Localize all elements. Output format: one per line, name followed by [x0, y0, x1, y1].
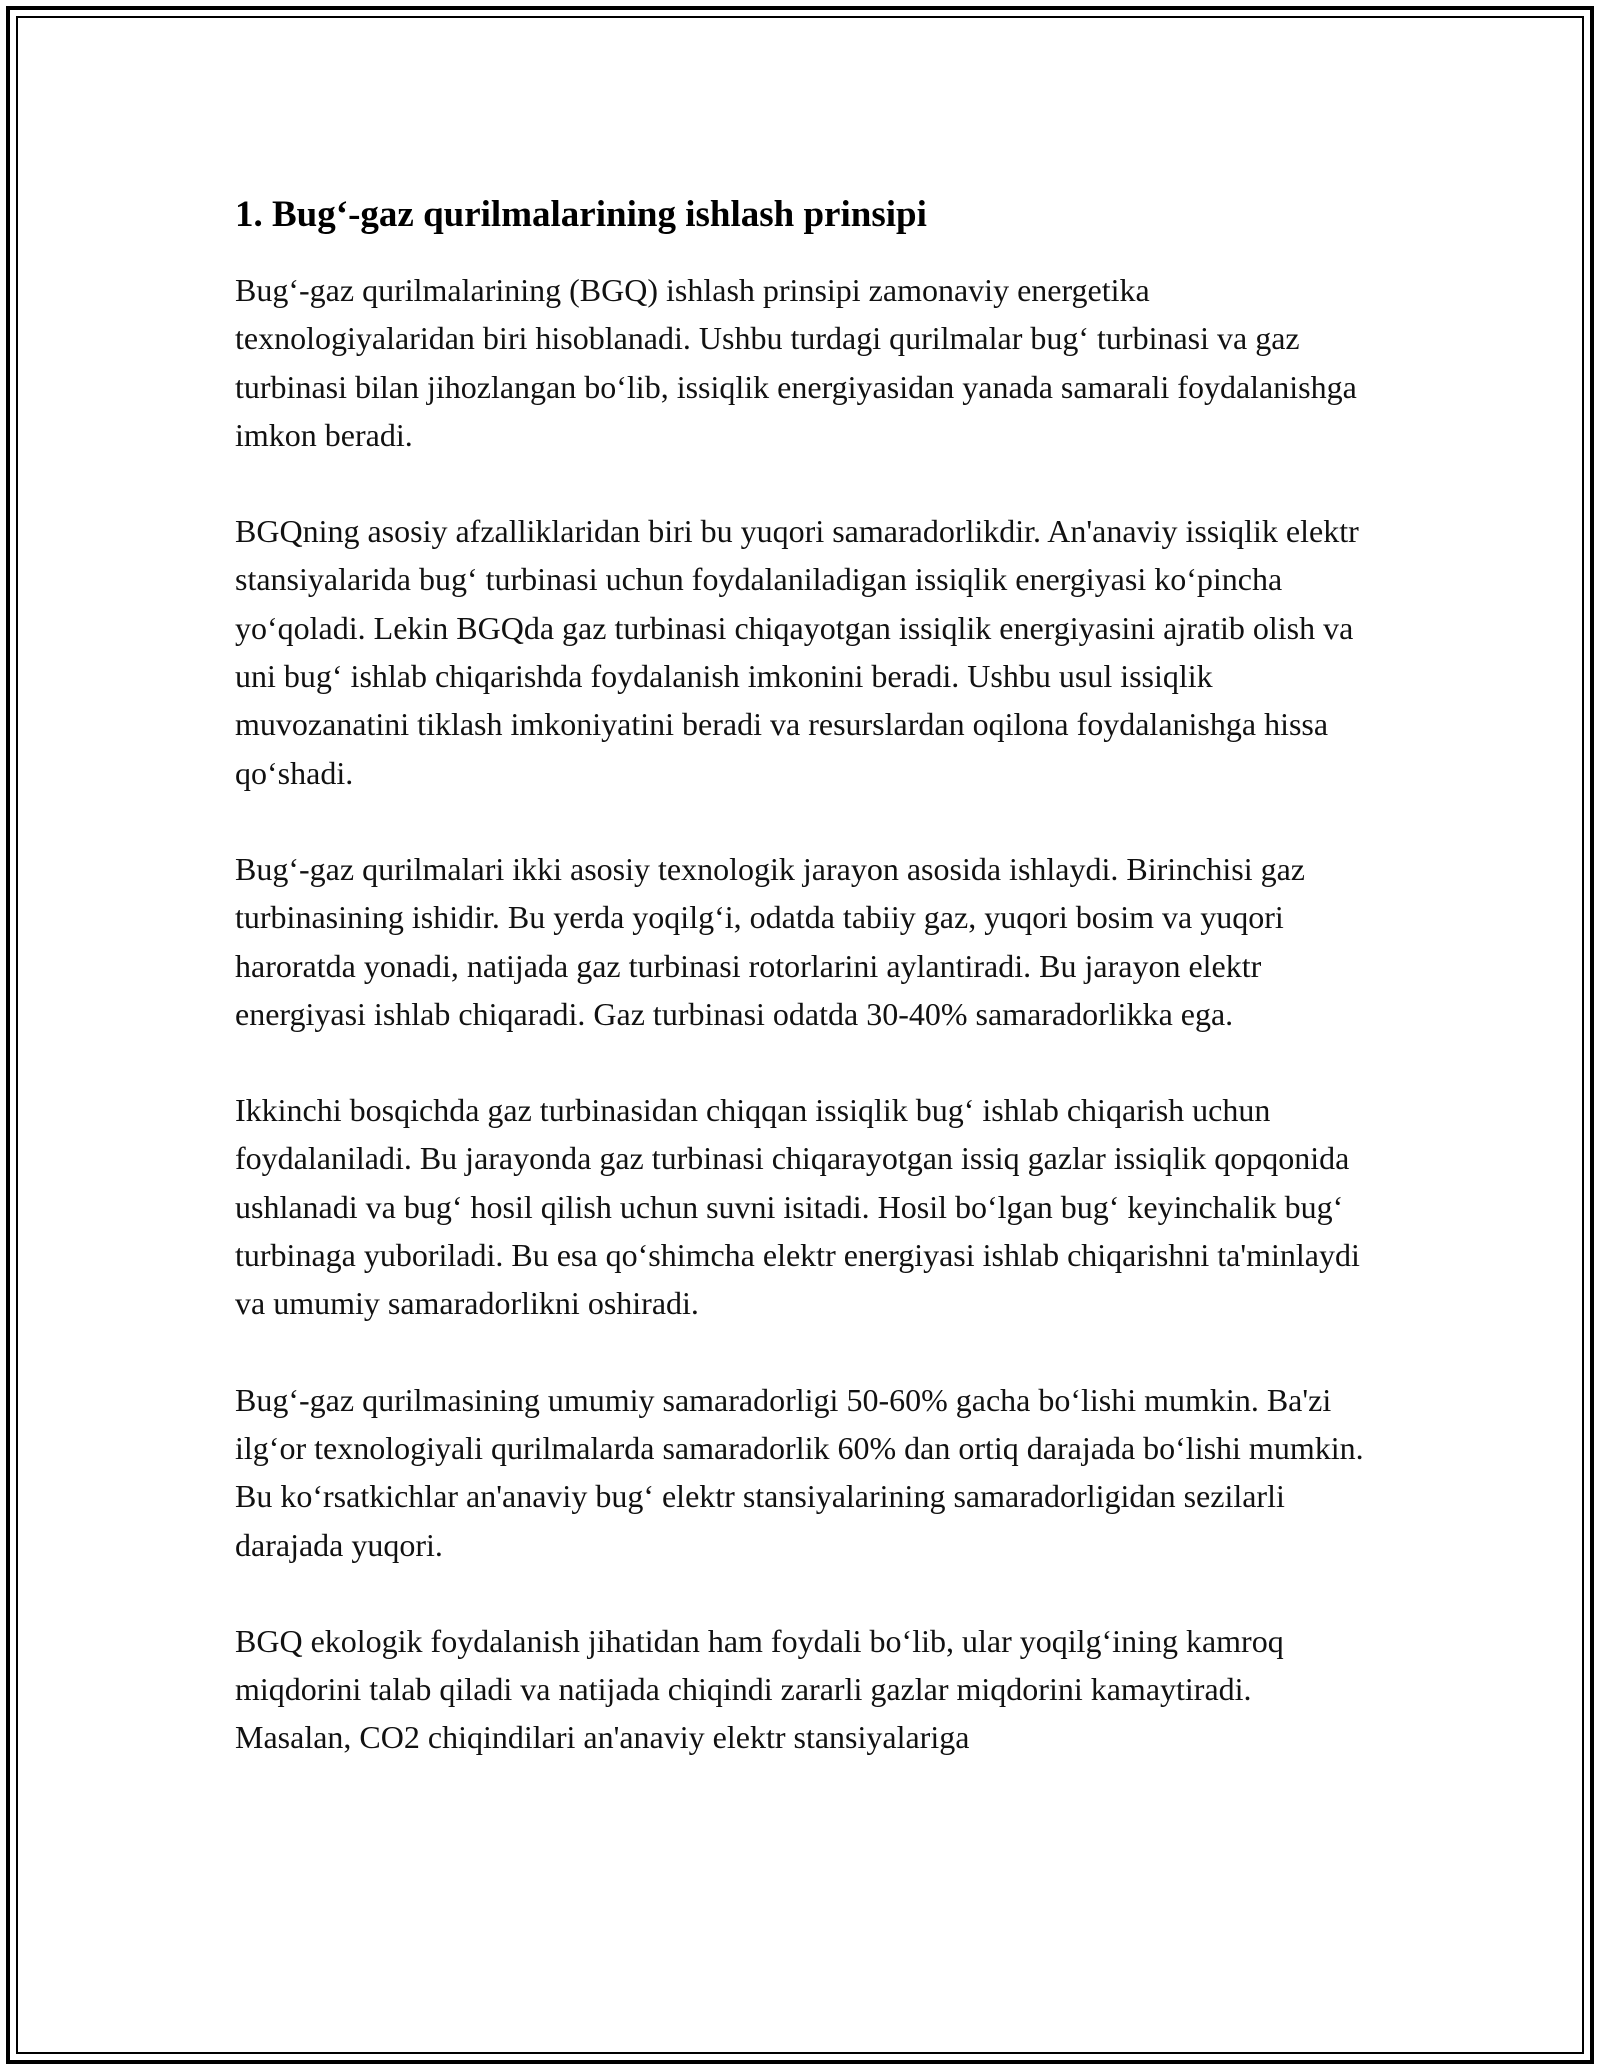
paragraph-steam-stage: Ikkinchi bosqichda gaz turbinasidan chiqqan issiqlik bug‘ ishlab chiqarish uchun foydalaniladi. Bu jarayonda gaz turbinasi chiqarayotgan issiq gazlar issiqlik qopqonida ushlanadi va bug‘ hosil qilish uchun suvni isitadi. Hosil bo‘lgan bug‘ keyinchalik bug‘ turbinaga yuboriladi. Bu esa qo‘shimcha elektr energiyasi ishlab chiqarishni ta'minlaydi va umumiy samaradorlikni oshiradi.	[235, 1092, 1360, 1322]
paragraph-efficiency: Bug‘-gaz qurilmasining umumiy samaradorligi 50-60% gacha bo‘lishi mumkin. Ba'zi ilg‘or texnologiyali qurilmalarda samaradorlik 60% dan ortiq darajada bo‘lishi mumkin. Bu ko‘rsatkichlar an'anaviy bug‘ elektr stansiyalarining samaradorligidan sezilarli darajada yuqori.	[235, 1381, 1364, 1563]
paragraph-intro: Bug‘-gaz qurilmalarining (BGQ) ishlash prinsipi zamonaviy energetika texnologiyalaridan biri hisoblanadi. Ushbu turdagi qurilmalar bug‘ turbinasi va gaz turbinasi bilan jihozlangan bo‘lib, issiqlik energiyasidan yanada samarali foydalanishga imkon beradi.	[235, 272, 1357, 453]
paragraph-ecology: BGQ ekologik foydalanish jihatidan ham foydali bo‘lib, ular yoqilg‘ining kamroq miqdorini talab qiladi va natijada chiqindi zararli gazlar miqdorini kamaytiradi. Masalan, CO2 chiqindilari an'anaviy elektr stansiyalariga	[235, 1622, 1284, 1756]
paragraph-advantages: BGQning asosiy afzalliklaridan biri bu yuqori samaradorlikdir. An'anaviy issiqlik elektr stansiyalarida bug‘ turbinasi uchun foydalaniladigan issiqlik energiyasi ko‘pincha yo‘qoladi. Lekin BGQda gaz turbinasi chiqayotgan issiqlik energiyasini ajratib olish va uni bug‘ ishlab chiqarishda foydalanish imkonini beradi. Ushbu usul issiqlik muvozanatini tiklash imkoniyatini beradi va resurslardan oqilona foydalanishga hissa qo‘shadi.	[235, 513, 1359, 791]
paragraph-gas-turbine: Bug‘-gaz qurilmalari ikki asosiy texnologik jarayon asosida ishlaydi. Birinchisi gaz turbinasining ishidir. Bu yerda yoqilg‘i, odatda tabiiy gaz, yuqori bosim va yuqori haroratda yonadi, natijada gaz turbinasi rotorlarini aylantiradi. Bu jarayon elektr energiyasi ishlab chiqaradi. Gaz turbinasi odatda 30-40% samaradorlikka ega.	[235, 850, 1305, 1032]
document-body	[235, 186, 1365, 1810]
section-heading: 1. Bug‘-gaz qurilmalarining ishlash prinsipi	[235, 194, 927, 235]
